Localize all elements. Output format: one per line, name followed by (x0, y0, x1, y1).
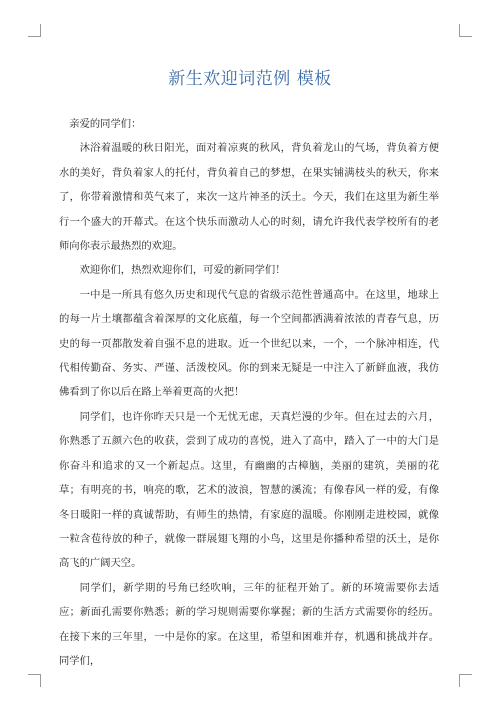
crop-mark-top-left (28, 24, 41, 37)
paragraph-1: 沐浴着温暖的秋日阳光，面对着凉爽的秋风，背负着龙山的气场，背负着方便水的美好，背负着家人的托付，背负着自己的梦想，在果实铺满枝头的秋天，你来了，你带着激情和英气来了，来次一这片神圣的沃土。今天，我们在这里为新生举行一个盛大的开幕式。在这个快乐而激动人心的时刻，请允许我代表学校所有的老师向你表示最热烈的欢迎。 (59, 142, 439, 253)
salutation: 亲爱的同学们： (69, 118, 142, 130)
paragraph-3: 一中是一所具有悠久历史和现代气息的省级示范性普通高中。在这里，地球上的每一片土壤都蕴含着深厚的文化底蕴，每一个空间都洒满着浓浓的青春气息，历史的每一页都散发着自强不息的进取。近一个世纪以来，一个，一个脉冲相连，代代相传勤奋、务实、严谨、活泼校风。你的到来无疑是一中注入了新鲜血液，我仿佛看到了你以后在路上举着更高的火把！ (59, 288, 439, 399)
paragraph-4: 同学们，也许你昨天只是一个无忧无虑，天真烂漫的少年。但在过去的六月，你熟悉了五颜六色的收获，尝到了成功的喜悦，进入了高中，踏入了一中的大门是你奋斗和追求的又一个新起点。这里，有幽幽的古樟脑，美丽的建筑，美丽的花草；有明亮的书，响亮的歌，艺术的波浪，智慧的溪流；有像春风一样的爱，有像冬日暖阳一样的真诚帮助，有师生的热情，有家庭的温暖。你刚刚走进校园，就像一粒含苞待放的种子，就像一群展翅飞翔的小鸟，这里是你播种希望的沃土，是你高飞的广阔天空。 (59, 410, 439, 570)
crop-mark-bottom-right (459, 674, 472, 687)
document-body (59, 112, 439, 673)
crop-mark-top-right (459, 24, 472, 37)
crop-mark-bottom-left (28, 674, 41, 687)
document-title: 新生欢迎词范例 模板 (168, 69, 332, 89)
paragraph-5: 同学们，新学期的号角已经吹响，三年的征程开始了。新的环境需要你去适应；新面孔需要你熟悉；新的学习规则需要你掌握；新的生活方式需要你的经历。在接下来的三年里，一中是你的家。在这里，希望和困难并存，机遇和挑战并存。同学们， (59, 581, 439, 667)
paragraph-2: 欢迎你们，热烈欢迎你们，可爱的新同学们！ (79, 264, 286, 277)
